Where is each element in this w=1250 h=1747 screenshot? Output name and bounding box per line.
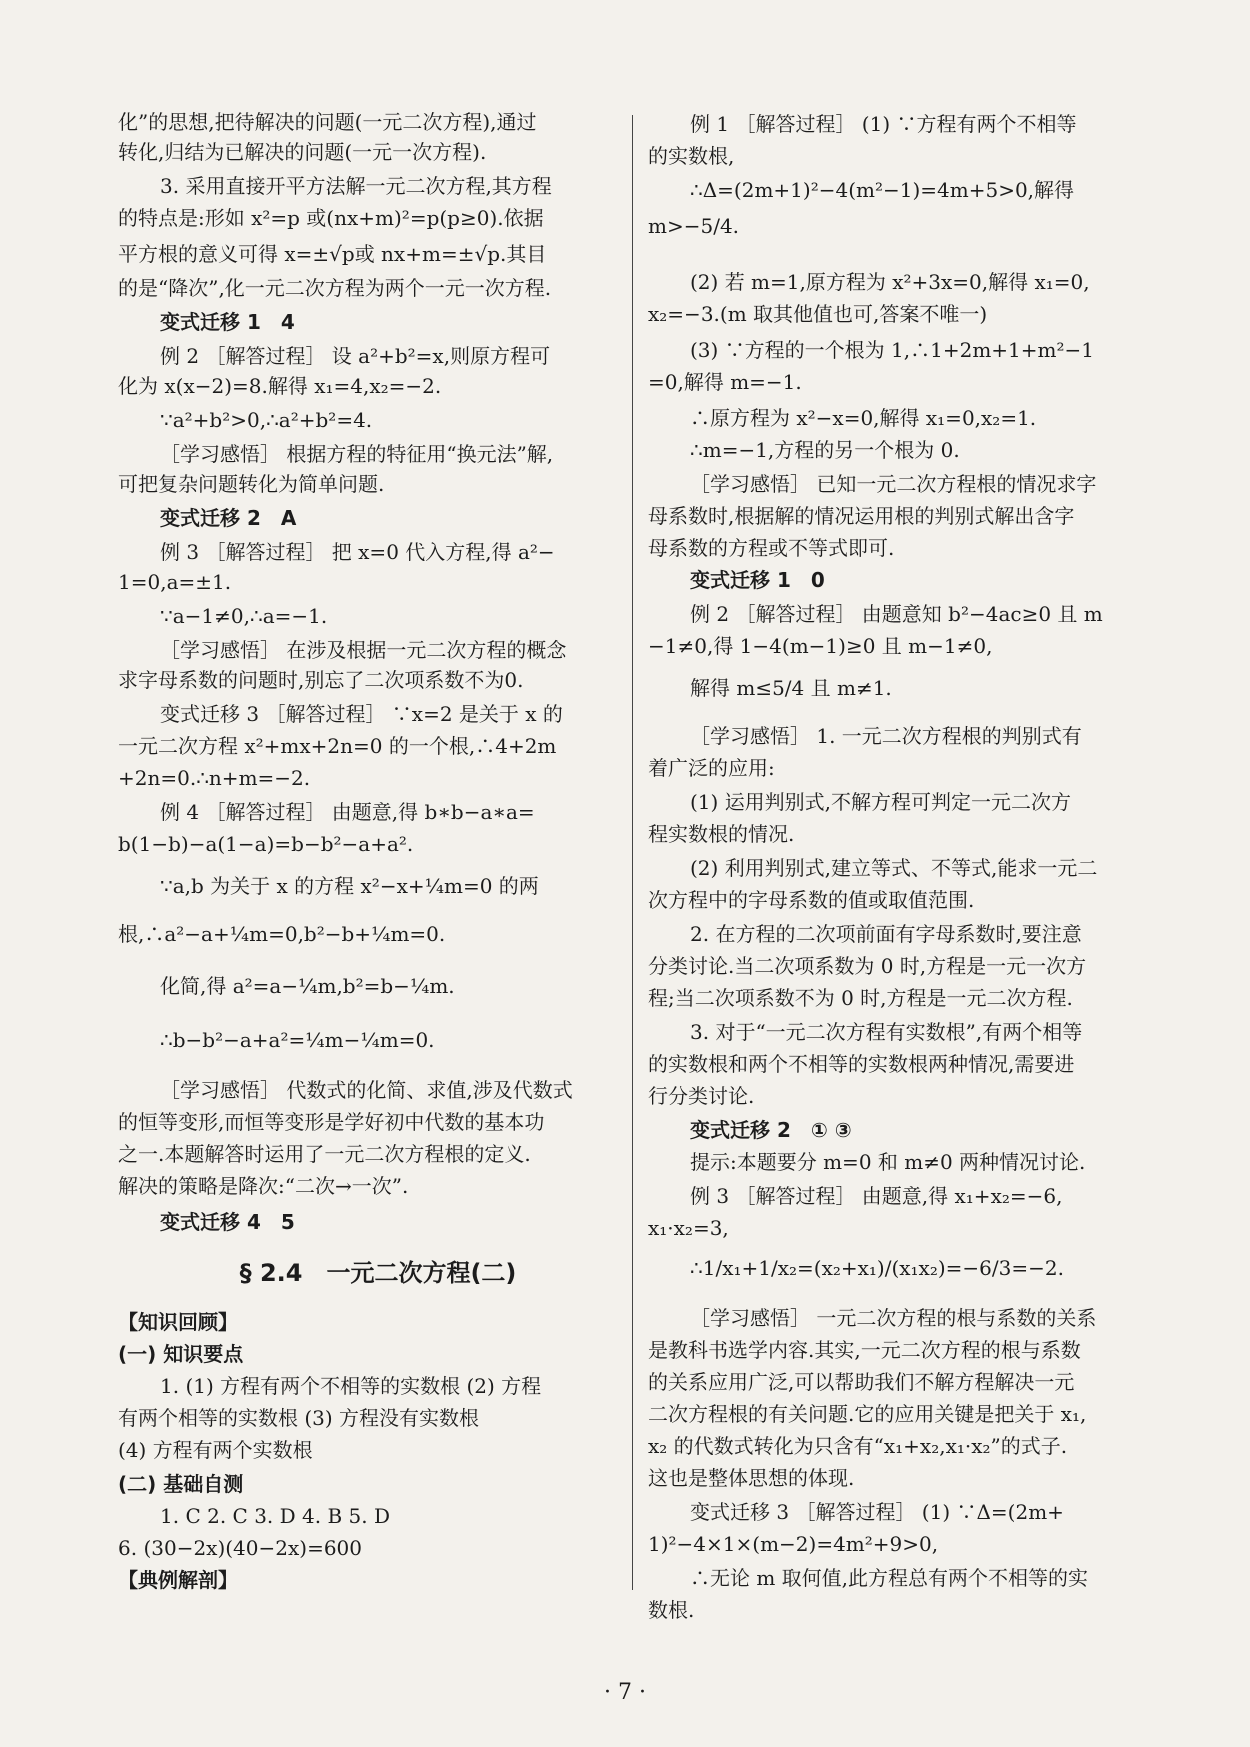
text-line: 的实数根和两个不相等的实数根两种情况,需要进	[648, 1052, 1075, 1076]
text-line: 的恒等变形,而恒等变形是学好初中代数的基本功	[118, 1110, 545, 1134]
text-line: 【知识回顾】	[118, 1310, 238, 1334]
text-line: ∵a,b 为关于 x 的方程 x²−x+¼m=0 的两	[160, 874, 539, 898]
text-line: 变式迁移 3 ［解答过程］ (1) ∵Δ=(2m+	[690, 1500, 1064, 1524]
text-line: 着广泛的应用:	[648, 756, 775, 780]
text-line: 1. C 2. C 3. D 4. B 5. D	[160, 1504, 390, 1528]
text-line: 是教科书选学内容.其实,一元二次方程的根与系数	[648, 1338, 1081, 1362]
text-line: 6. (30−2x)(40−2x)=600	[118, 1536, 363, 1560]
text-line: 例 1 ［解答过程］ (1) ∵方程有两个不相等	[690, 112, 1077, 136]
text-line: 的是“降次”,化一元二次方程为两个一元一次方程.	[118, 276, 552, 300]
text-line: 1)²−4×1×(m−2)=4m²+9>0,	[648, 1532, 939, 1556]
section-title: § 2.4 一元二次方程(二)	[239, 1259, 517, 1287]
text-line: 化为 x(x−2)=8.解得 x₁=4,x₂=−2.	[118, 374, 442, 398]
text-line: ［学习感悟］ 代数式的化简、求值,涉及代数式	[160, 1078, 573, 1102]
text-line: 转化,归结为已解决的问题(一元一次方程).	[118, 140, 487, 164]
text-line: ［学习感悟］ 一元二次方程的根与系数的关系	[690, 1306, 1097, 1330]
text-line: 化简,得 a²=a−¼m,b²=b−¼m.	[160, 974, 455, 998]
text-line: 的关系应用广泛,可以帮助我们不解方程解决一元	[648, 1370, 1075, 1394]
text-line: 1=0,a=±1.	[118, 570, 232, 594]
text-line: x₂ 的代数式转化为只含有“x₁+x₂,x₁·x₂”的式子.	[648, 1434, 1068, 1458]
text-line: 这也是整体思想的体现.	[648, 1466, 855, 1490]
text-line: 变式迁移 4 5	[160, 1210, 295, 1234]
text-line: (二) 基础自测	[118, 1472, 244, 1496]
text-line: 3. 采用直接开平方法解一元二次方程,其方程	[160, 174, 552, 198]
text-line: 例 2 ［解答过程］ 由题意知 b²−4ac≥0 且 m	[690, 602, 1103, 626]
text-line: 2. 在方程的二次项前面有字母系数时,要注意	[690, 922, 1082, 946]
text-line: 【典例解剖】	[118, 1568, 238, 1592]
text-line: ∴Δ=(2m+1)²−4(m²−1)=4m+5>0,解得	[690, 178, 1075, 202]
text-line: 例 3 ［解答过程］ 由题意,得 x₁+x₂=−6,	[690, 1184, 1063, 1208]
text-line: 1. (1) 方程有两个不相等的实数根 (2) 方程	[160, 1374, 542, 1398]
text-line: 变式迁移 2 ① ③	[690, 1118, 852, 1142]
text-line: ∴1/x₁+1/x₂=(x₂+x₁)/(x₁x₂)=−6/3=−2.	[690, 1256, 1064, 1280]
text-line: ∵a−1≠0,∴a=−1.	[160, 604, 328, 628]
text-line: m>−5/4.	[648, 214, 740, 238]
text-line: (1) 运用判别式,不解方程可判定一元二次方	[690, 790, 1072, 814]
text-line: ［学习感悟］ 已知一元二次方程根的情况求字	[690, 472, 1097, 496]
text-line: 例 4 ［解答过程］ 由题意,得 b∗b−a∗a=	[160, 800, 535, 824]
text-line: 解得 m≤5/4 且 m≠1.	[690, 676, 892, 700]
text-line: ［学习感悟］ 1. 一元二次方程根的判别式有	[690, 724, 1082, 748]
text-line: 的特点是:形如 x²=p 或(nx+m)²=p(p≥0).依据	[118, 206, 544, 230]
text-line: 之一.本题解答时运用了一元二次方程根的定义.	[118, 1142, 531, 1166]
text-line: 平方根的意义可得 x=±√p或 nx+m=±√p.其目	[118, 242, 547, 266]
text-line: (4) 方程有两个实数根	[118, 1438, 313, 1462]
text-line: 3. 对于“一元二次方程有实数根”,有两个相等	[690, 1020, 1083, 1044]
text-line: 数根.	[648, 1598, 695, 1622]
text-line: 变式迁移 1 0	[690, 568, 825, 592]
text-line: 有两个相等的实数根 (3) 方程没有实数根	[118, 1406, 480, 1430]
text-line: 提示:本题要分 m=0 和 m≠0 两种情况讨论.	[690, 1150, 1086, 1174]
text-line: 行分类讨论.	[648, 1084, 755, 1108]
text-line: (2) 若 m=1,原方程为 x²+3x=0,解得 x₁=0,	[690, 270, 1090, 294]
text-line: x₂=−3.(m 取其他值也可,答案不唯一)	[648, 302, 988, 326]
text-line: 分类讨论.当二次项系数为 0 时,方程是一元一次方	[648, 954, 1087, 978]
text-line: ［学习感悟］ 在涉及根据一元二次方程的概念	[160, 638, 567, 662]
page-number: · 7 ·	[604, 1680, 646, 1705]
text-line: 一元二次方程 x²+mx+2n=0 的一个根,∴4+2m	[118, 734, 557, 758]
text-line: =0,解得 m=−1.	[648, 370, 802, 394]
text-line: ∴m=−1,方程的另一个根为 0.	[690, 438, 960, 462]
text-line: (一) 知识要点	[118, 1342, 244, 1366]
text-line: 求字母系数的问题时,别忘了二次项系数不为0.	[118, 668, 524, 692]
text-line: 可把复杂问题转化为简单问题.	[118, 472, 385, 496]
text-line: ［学习感悟］ 根据方程的特征用“换元法”解,	[160, 442, 554, 466]
text-line: 母系数的方程或不等式即可.	[648, 536, 895, 560]
text-line: ∴原方程为 x²−x=0,解得 x₁=0,x₂=1.	[690, 406, 1037, 430]
text-line: 变式迁移 1 4	[160, 310, 295, 334]
text-line: −1≠0,得 1−4(m−1)≥0 且 m−1≠0,	[648, 634, 993, 658]
text-line: b(1−b)−a(1−a)=b−b²−a+a².	[118, 832, 414, 856]
text-line: 化”的思想,把待解决的问题(一元二次方程),通过	[118, 110, 537, 134]
text-line: 变式迁移 2 A	[160, 506, 297, 530]
text-line: 的实数根,	[648, 144, 735, 168]
text-line: 二次方程根的有关问题.它的应用关键是把关于 x₁,	[648, 1402, 1087, 1426]
text-line: +2n=0.∴n+m=−2.	[118, 766, 311, 790]
text-line: 例 3 ［解答过程］ 把 x=0 代入方程,得 a²−	[160, 540, 555, 564]
text-line: 变式迁移 3 ［解答过程］ ∵x=2 是关于 x 的	[160, 702, 563, 726]
text-line: 次方程中的字母系数的值或取值范围.	[648, 888, 975, 912]
text-line: 解决的策略是降次:“二次→一次”.	[118, 1174, 409, 1198]
text-line: 例 2 ［解答过程］ 设 a²+b²=x,则原方程可	[160, 344, 551, 368]
text-line: 母系数时,根据解的情况运用根的判别式解出含字	[648, 504, 1075, 528]
text-line: ∴b−b²−a+a²=¼m−¼m=0.	[160, 1028, 435, 1052]
text-line: (3) ∵方程的一个根为 1,∴1+2m+1+m²−1	[690, 338, 1095, 362]
text-line: (2) 利用判别式,建立等式、不等式,能求一元二	[690, 856, 1098, 880]
text-line: 程;当二次项系数不为 0 时,方程是一元二次方程.	[648, 986, 1073, 1010]
text-line: ∵a²+b²>0,∴a²+b²=4.	[160, 408, 373, 432]
text-line: x₁·x₂=3,	[648, 1216, 729, 1240]
text-line: 程实数根的情况.	[648, 822, 795, 846]
text-line: ∴无论 m 取何值,此方程总有两个不相等的实	[690, 1566, 1089, 1590]
text-line: 根,∴a²−a+¼m=0,b²−b+¼m=0.	[118, 922, 446, 946]
